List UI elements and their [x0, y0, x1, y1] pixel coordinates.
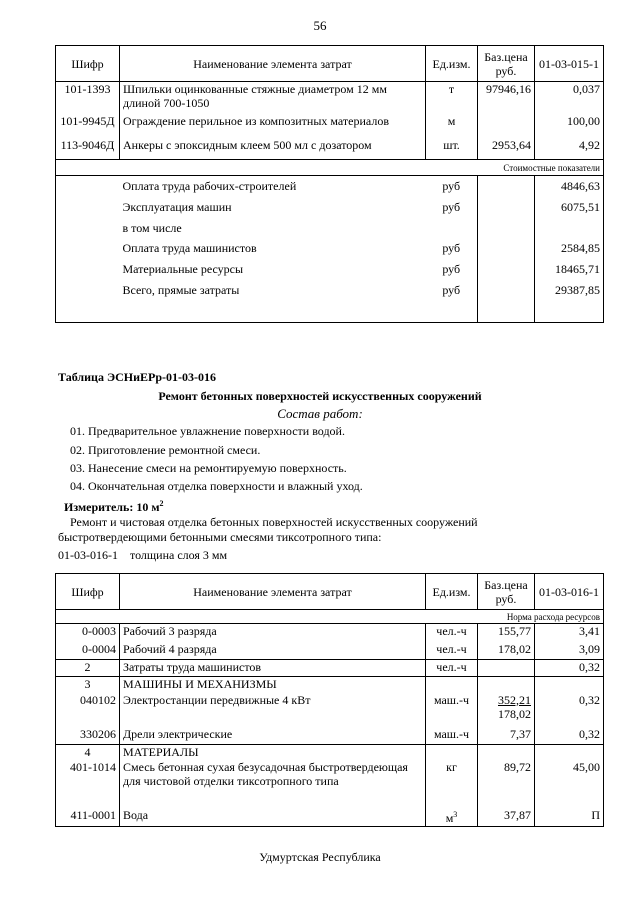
row-unit: м	[445, 810, 454, 825]
row-unit: чел.-ч	[426, 660, 478, 677]
row-code: 3	[56, 677, 120, 693]
cost-name: Материальные ресурсы	[122, 262, 244, 276]
header-code: Шифр	[56, 574, 120, 610]
header-code: Шифр	[56, 46, 120, 82]
row-price: 89,72	[478, 760, 535, 808]
cost-name: Оплата труда машинистов	[122, 241, 257, 255]
row-code: 0-0004	[56, 642, 120, 660]
cost-unit: руб	[426, 238, 478, 259]
table-row	[56, 114, 604, 138]
cost-table-01-03-015-1	[55, 45, 604, 323]
row-unit: чел.-ч	[426, 624, 478, 642]
cost-value: 6075,51	[535, 197, 604, 218]
description-line: Ремонт и чистовая отделка бетонных поверхностей искусственных сооружений	[70, 515, 478, 529]
row-price	[478, 660, 535, 677]
row-value: 0,32	[535, 727, 604, 745]
row-value: 3,09	[535, 642, 604, 660]
row-unit: маш.-ч	[426, 727, 478, 745]
cost-name: Оплата труда рабочих-строителей	[122, 179, 297, 194]
row-code: 411-0001	[56, 808, 120, 827]
row-value: 0,037	[535, 82, 604, 114]
row-name: Вода	[120, 808, 426, 827]
row-unit: чел.-ч	[426, 642, 478, 660]
row-unit: маш.-ч	[426, 693, 478, 727]
table-row	[56, 660, 604, 677]
table-row	[56, 138, 604, 160]
table-row	[56, 624, 604, 642]
subheader-resource-norm: Норма расхода ресурсов	[56, 610, 604, 624]
row-value: 0,32	[535, 693, 604, 727]
row-unit: т	[426, 82, 478, 114]
row-name: МАТЕРИАЛЫ	[120, 745, 426, 760]
row-code: 113-9046Д	[56, 138, 120, 160]
row-name: Электростанции передвижные 4 кВт	[120, 693, 426, 727]
table-row	[56, 238, 604, 259]
footer-region: Удмуртская Республика	[259, 850, 381, 864]
cost-value: 18465,71	[535, 259, 604, 280]
table-row	[56, 176, 604, 197]
table-row	[56, 197, 604, 218]
header-price: Баз.цена руб.	[478, 574, 535, 610]
table-id: Таблица ЭСНиЕРр-01-03-016	[58, 370, 217, 384]
cost-value: 2584,85	[535, 238, 604, 259]
composition-title: Состав работ:	[277, 406, 363, 421]
row-code: 4	[56, 745, 120, 760]
row-name: Ограждение перильное из композитных материалов	[120, 114, 426, 138]
row-unit: м	[426, 114, 478, 138]
row-value: П	[535, 808, 604, 827]
resource-table-01-03-016-1	[55, 573, 604, 827]
work-step: 03. Нанесение смеси на ремонтируемую поверхность.	[70, 461, 347, 475]
row-value: 100,00	[535, 114, 604, 138]
description-line: быстротвердеющими бетонными смесями тиксотропного типа:	[58, 530, 382, 544]
row-name: Затраты труда машинистов	[120, 660, 426, 677]
row-code: 330206	[56, 727, 120, 745]
row-name: Дрели электрические	[120, 727, 426, 745]
row-code: 2	[56, 660, 120, 677]
row-price: 352,21	[498, 692, 531, 707]
row-code: 101-1393	[56, 82, 120, 114]
cost-unit: руб	[426, 280, 478, 301]
page-number: 56	[313, 18, 327, 33]
row-name: Шпильки оцинкованные стяжные диаметром 12 мм длиной 700-1050	[120, 82, 426, 114]
cost-value: 29387,85	[535, 280, 604, 301]
row-value: 0,32	[535, 660, 604, 677]
work-step: 04. Окончательная отделка поверхности и влажный уход.	[70, 479, 363, 493]
row-code: 0-0003	[56, 624, 120, 642]
row-value: 3,41	[535, 624, 604, 642]
row-value: 45,00	[535, 760, 604, 808]
variant-label: 01-03-016-1 толщина слоя 3 мм	[58, 548, 228, 562]
cost-name: Всего, прямые затраты	[122, 283, 240, 297]
row-code: 101-9945Д	[56, 114, 120, 138]
row-price: 2953,64	[478, 138, 535, 160]
table-row	[56, 677, 604, 693]
table-row	[56, 259, 604, 280]
cost-name: Эксплуатация машин	[122, 200, 232, 214]
row-unit: шт.	[426, 138, 478, 160]
row-code: 401-1014	[56, 760, 120, 808]
row-unit-sup: 3	[453, 809, 458, 819]
row-name: Рабочий 3 разряда	[120, 624, 426, 642]
row-price	[478, 114, 535, 138]
header-unit: Ед.изм.	[426, 574, 478, 610]
cost-unit: руб	[426, 176, 478, 197]
row-value: 4,92	[535, 138, 604, 160]
row-price-cell	[478, 693, 535, 727]
header-price: Баз.цена руб.	[478, 46, 535, 82]
header-name: Наименование элемента затрат	[120, 46, 426, 82]
row-name: Смесь бетонная сухая безусадочная быстротвердеющая для чистовой отделки тиксотропного типа	[120, 760, 426, 808]
cost-unit: руб	[426, 197, 478, 218]
table-row	[56, 82, 604, 114]
header-name: Наименование элемента затрат	[120, 574, 426, 610]
table-row	[56, 745, 604, 760]
row-name: Анкеры с эпоксидным клеем 500 мл с дозатором	[120, 138, 426, 160]
row-name: МАШИНЫ И МЕХАНИЗМЫ	[120, 677, 426, 693]
header-norm-code: 01-03-015-1	[535, 46, 604, 82]
row-unit-cell	[426, 808, 478, 827]
table-row	[56, 218, 604, 238]
row-name: Рабочий 4 разряда	[120, 642, 426, 660]
row-price-secondary: 178,02	[498, 706, 531, 721]
table-row	[56, 808, 604, 827]
row-unit: кг	[426, 760, 478, 808]
row-price: 37,87	[478, 808, 535, 827]
row-price: 7,37	[478, 727, 535, 745]
table-row	[56, 642, 604, 660]
header-unit: Ед.изм.	[426, 46, 478, 82]
work-step: 01. Предварительное увлажнение поверхности водой.	[70, 424, 345, 438]
table-row	[56, 280, 604, 301]
row-price: 155,77	[478, 624, 535, 642]
cost-name: в том числе	[122, 220, 182, 235]
section-title: Ремонт бетонных поверхностей искусственных сооружений	[158, 389, 482, 403]
meter-label: Измеритель: 10 $м^2$	[64, 499, 164, 514]
table-row	[56, 693, 604, 727]
table-row	[56, 727, 604, 745]
cost-unit: руб	[426, 259, 478, 280]
row-code: 040102	[56, 693, 120, 727]
header-norm-code: 01-03-016-1	[535, 574, 604, 610]
cost-value: 4846,63	[535, 176, 604, 197]
row-price: 178,02	[478, 642, 535, 660]
work-step: 02. Приготовление ремонтной смеси.	[70, 443, 261, 457]
row-price: 97946,16	[478, 82, 535, 114]
section-label-cost-indicators: Стоимостные показатели	[56, 160, 604, 176]
table-row	[56, 760, 604, 808]
